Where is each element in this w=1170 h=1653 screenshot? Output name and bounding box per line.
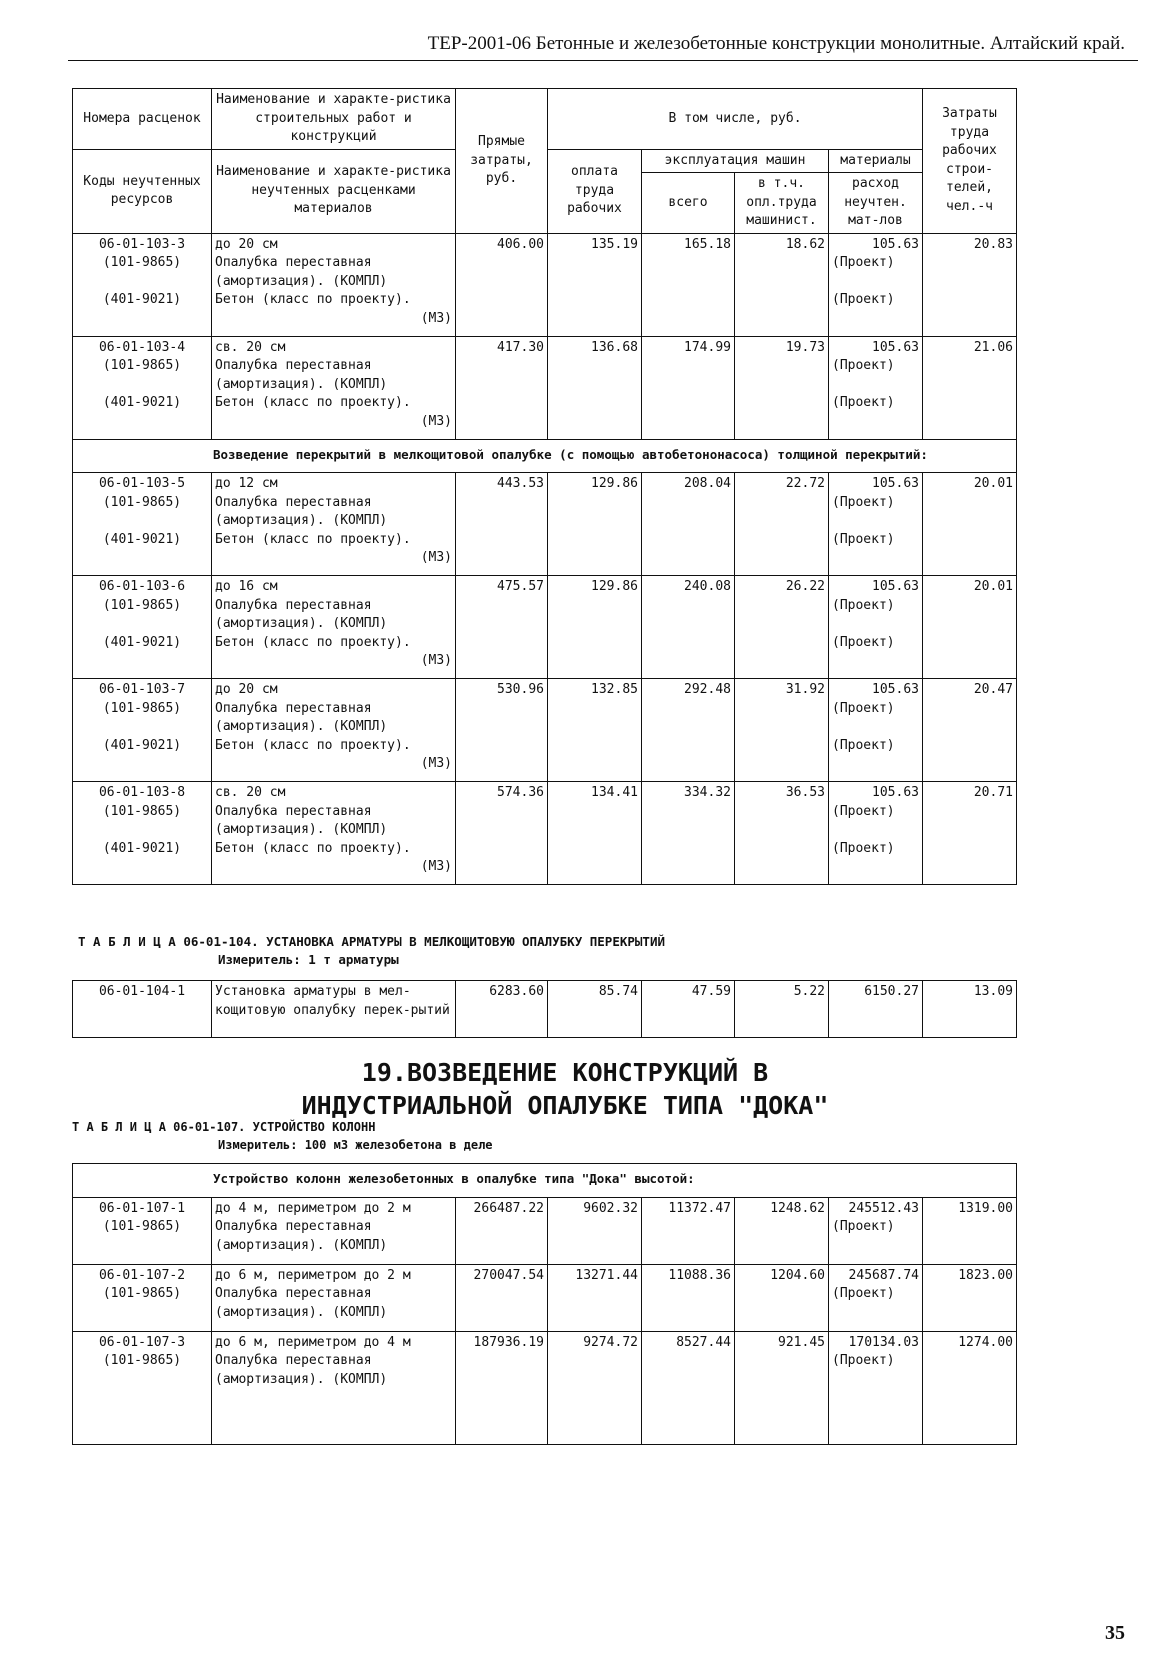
rate-name: до 6 м, периметром до 4 м	[215, 1334, 411, 1350]
table-row	[73, 981, 1017, 1038]
hdr-incl-group: В том числе, руб.	[548, 89, 923, 150]
rate-name: до 20 см	[215, 236, 278, 252]
labor-hours: 20.01	[923, 473, 1017, 576]
material-cost: 105.63	[872, 339, 919, 355]
rate-name: св. 20 см	[215, 785, 286, 800]
hdr-direct: Прямые затраты, руб.	[456, 89, 548, 234]
table-row	[73, 1264, 1017, 1331]
labor-hours: 20.01	[923, 576, 1017, 679]
cost-labor: 9274.72	[548, 1331, 642, 1444]
material-note: (Проект)	[832, 1353, 895, 1368]
material-cost: 6150.27	[829, 981, 923, 1038]
table-row	[73, 336, 1017, 439]
cost-mach: 334.32	[642, 782, 735, 885]
material-note: (Проект)	[832, 1286, 895, 1301]
rates-table-104	[72, 980, 1017, 1038]
cost-mach: 208.04	[642, 473, 735, 576]
hdr-name-bottom: Наименование и характе-ристика неучтенных расценками материалов	[212, 149, 456, 233]
rate-name-cell	[212, 679, 456, 782]
cost-mach-lab: 19.73	[735, 336, 829, 439]
material-cell	[829, 1331, 923, 1444]
labor-hours: 1823.00	[923, 1264, 1017, 1331]
table-row	[73, 1331, 1017, 1444]
resource-code: (101-9865)	[102, 494, 182, 510]
cost-labor: 129.86	[548, 576, 642, 679]
cost-direct: 266487.22	[456, 1197, 548, 1264]
rate-name-cell	[212, 336, 456, 439]
table-107-measure: Измеритель: 100 м3 железобетона в деле	[218, 1138, 493, 1152]
hdr-mach-labor: в т.ч. опл.труда машинист.	[735, 173, 829, 234]
table-row	[73, 576, 1017, 679]
material-note: (Проект)	[832, 737, 895, 753]
rate-code: 06-01-103-6	[98, 579, 186, 594]
machine-cost: 47.59	[642, 981, 735, 1038]
material-note: (Проект)	[832, 531, 895, 547]
rate-name: до 6 м, периметром до 2 м	[215, 1267, 411, 1283]
resource-code: (101-9865)	[102, 1353, 182, 1368]
machine-labor-cost: 5.22	[735, 981, 829, 1038]
material-unit: (М3)	[420, 310, 452, 326]
hdr-mach-total: всего	[642, 173, 735, 234]
material-name: Бетон (класс по проекту).	[215, 531, 411, 547]
table-104-measure: Измеритель: 1 т арматуры	[218, 952, 399, 967]
cost-labor: 136.68	[548, 336, 642, 439]
rate-name-cell	[212, 782, 456, 885]
cost-labor: 9602.32	[548, 1197, 642, 1264]
rate-code: 06-01-107-3	[98, 1334, 186, 1350]
rate-code-cell	[73, 782, 212, 885]
rate-name: до 20 см	[215, 682, 278, 697]
rate-code: 06-01-107-2	[98, 1267, 186, 1283]
resource-code: (101-9865)	[102, 358, 182, 373]
material-name: Бетон (класс по проекту).	[215, 737, 411, 753]
cost-labor: 129.86	[548, 473, 642, 576]
hdr-mat-group: материалы	[829, 149, 923, 173]
hdr-codes-bottom: Коды неучтенных ресурсов	[73, 149, 212, 233]
hdr-mat-usage: расход неучтен. мат-лов	[829, 173, 923, 234]
rate-name: до 4 м, периметром до 2 м	[215, 1200, 411, 1216]
rate-code: 06-01-103-3	[98, 236, 186, 252]
material-cost: 105.63	[872, 236, 919, 252]
rate-code: 06-01-107-1	[98, 1200, 186, 1216]
material-name: Опалубка переставная (амортизация). (КОМПЛ)	[215, 358, 388, 392]
rates-table-103	[72, 88, 1017, 885]
hdr-name-top: Наименование и характе-ристика строительных работ и конструкций	[212, 89, 456, 150]
table-row	[73, 473, 1017, 576]
resource-code: (401-9021)	[102, 634, 182, 650]
material-note: (Проект)	[832, 1219, 895, 1234]
cost-direct: 443.53	[456, 473, 548, 576]
resource-code: (101-9865)	[102, 255, 182, 270]
rate-code-cell	[73, 1197, 212, 1264]
material-note: (Проект)	[832, 292, 895, 307]
rate-name: до 12 см	[215, 476, 278, 491]
running-title: ТЕР-2001-06 Бетонные и железобетонные конструкции монолитные. Алтайский край.	[427, 33, 1125, 54]
table-row	[73, 1197, 1017, 1264]
material-name: Бетон (класс по проекту).	[215, 840, 411, 856]
material-name: Опалубка переставная (амортизация). (КОМПЛ)	[215, 255, 388, 289]
cost-direct: 417.30	[456, 336, 548, 439]
rate-name: до 16 см	[215, 579, 278, 594]
cost-labor: 132.85	[548, 679, 642, 782]
cost-labor: 13271.44	[548, 1264, 642, 1331]
rate-name-cell	[212, 576, 456, 679]
cost-mach: 11088.36	[642, 1264, 735, 1331]
cost-direct: 187936.19	[456, 1331, 548, 1444]
material-note: (Проект)	[832, 255, 895, 270]
rate-code-cell	[73, 576, 212, 679]
material-cost: 245512.43	[848, 1200, 919, 1216]
labor-hours: 20.47	[923, 679, 1017, 782]
material-cell	[829, 1264, 923, 1331]
resource-code: (101-9865)	[102, 803, 182, 819]
material-cell	[829, 679, 923, 782]
table-row	[73, 233, 1017, 336]
cost-mach: 240.08	[642, 576, 735, 679]
labor-hours: 21.06	[923, 336, 1017, 439]
hdr-mach-group: эксплуатация машин	[642, 149, 829, 173]
material-unit: (М3)	[420, 653, 452, 668]
rate-code: 06-01-103-4	[98, 339, 186, 355]
resource-code: (401-9021)	[102, 531, 182, 547]
rate-code-cell	[73, 233, 212, 336]
material-cost: 105.63	[872, 476, 919, 491]
rate-name-cell	[212, 1264, 456, 1331]
material-cost: 105.63	[872, 579, 919, 594]
material-unit: (М3)	[420, 859, 452, 874]
rate-name-cell	[212, 473, 456, 576]
rate-code-cell	[73, 473, 212, 576]
rate-code: 06-01-103-7	[98, 682, 186, 697]
cost-direct: 475.57	[456, 576, 548, 679]
direct-cost: 6283.60	[456, 981, 548, 1038]
rate-code-cell	[73, 1331, 212, 1444]
cost-direct: 574.36	[456, 782, 548, 885]
cost-mach-lab: 921.45	[735, 1331, 829, 1444]
material-name: Опалубка переставная (амортизация). (КОМПЛ)	[215, 1219, 388, 1253]
resource-code: (101-9865)	[102, 1286, 182, 1301]
material-note: (Проект)	[832, 494, 895, 510]
material-unit: (М3)	[420, 756, 452, 771]
cost-mach-lab: 26.22	[735, 576, 829, 679]
material-name: Опалубка переставная (амортизация). (КОМПЛ)	[215, 494, 388, 528]
resource-code: (101-9865)	[102, 1219, 182, 1234]
material-name: Опалубка переставная (амортизация). (КОМПЛ)	[215, 803, 388, 837]
resource-code: (401-9021)	[102, 395, 182, 410]
resource-code: (401-9021)	[102, 737, 182, 753]
rate-code-cell	[73, 1264, 212, 1331]
resource-code: (101-9865)	[102, 700, 182, 716]
cost-mach: 11372.47	[642, 1197, 735, 1264]
rate-name-cell	[212, 233, 456, 336]
material-name: Бетон (класс по проекту).	[215, 395, 411, 410]
material-unit: (М3)	[420, 550, 452, 565]
section-header-103b: Возведение перекрытий в мелкощитовой опалубке (с помощью автобетононасоса) толщиной перекрытий:	[73, 439, 1017, 473]
material-name: Бетон (класс по проекту).	[215, 634, 411, 650]
hdr-codes-top: Номера расценок	[73, 89, 212, 150]
resource-code: (401-9021)	[102, 840, 182, 856]
material-cell	[829, 782, 923, 885]
material-cell	[829, 1197, 923, 1264]
rate-name: св. 20 см	[215, 339, 286, 355]
resource-code: (401-9021)	[102, 292, 182, 307]
table-row	[73, 782, 1017, 885]
rates-table-107	[72, 1163, 1017, 1445]
rate-name: Установка арматуры в мел-кощитовую опалубку перек-рытий	[212, 981, 456, 1038]
material-note: (Проект)	[832, 840, 895, 856]
labor-hours: 13.09	[923, 981, 1017, 1038]
table-104-caption: Т А Б Л И Ц А 06-01-104. УСТАНОВКА АРМАТУРЫ В МЕЛКОЩИТОВУЮ ОПАЛУБКУ ПЕРЕКРЫТИЙ	[78, 934, 665, 949]
material-unit: (М3)	[420, 413, 452, 429]
page-number: 35	[1105, 1622, 1125, 1644]
labor-hours: 1274.00	[923, 1331, 1017, 1444]
cost-mach: 8527.44	[642, 1331, 735, 1444]
cost-mach-lab: 1204.60	[735, 1264, 829, 1331]
table-row	[73, 679, 1017, 782]
material-cell	[829, 576, 923, 679]
material-cost: 245687.74	[848, 1267, 919, 1283]
cost-mach-lab: 31.92	[735, 679, 829, 782]
material-note: (Проект)	[832, 700, 895, 716]
material-name: Опалубка переставная (амортизация). (КОМПЛ)	[215, 700, 388, 734]
section-header-107: Устройство колонн железобетонных в опалубке типа "Дока" высотой:	[73, 1164, 1017, 1198]
hdr-hours: Затраты труда рабочих строи-телей, чел.-ч	[923, 89, 1017, 234]
material-cost: 170134.03	[848, 1334, 919, 1350]
labor-hours: 20.71	[923, 782, 1017, 885]
cost-mach: 174.99	[642, 336, 735, 439]
cost-labor: 134.41	[548, 782, 642, 885]
header-rule	[68, 60, 1138, 61]
labor-cost: 85.74	[548, 981, 642, 1038]
material-name: Бетон (класс по проекту).	[215, 292, 411, 307]
material-note: (Проект)	[832, 803, 895, 819]
material-note: (Проект)	[832, 358, 895, 373]
material-name: Опалубка переставная (амортизация). (КОМПЛ)	[215, 1286, 388, 1320]
hdr-labor: оплата труда рабочих	[548, 149, 642, 233]
cost-mach-lab: 1248.62	[735, 1197, 829, 1264]
labor-hours: 1319.00	[923, 1197, 1017, 1264]
section-19-title-line1: 19.ВОЗВЕДЕНИЕ КОНСТРУКЦИЙ В	[361, 1058, 769, 1087]
material-cost: 105.63	[872, 785, 919, 800]
rate-code: 06-01-103-8	[98, 785, 186, 800]
rate-name-cell	[212, 1331, 456, 1444]
material-note: (Проект)	[832, 597, 895, 613]
material-cell	[829, 473, 923, 576]
cost-mach-lab: 22.72	[735, 473, 829, 576]
cost-direct: 530.96	[456, 679, 548, 782]
material-name: Опалубка переставная (амортизация). (КОМПЛ)	[215, 597, 388, 631]
material-note: (Проект)	[832, 395, 895, 410]
cost-mach: 165.18	[642, 233, 735, 336]
material-note: (Проект)	[832, 634, 895, 650]
table-107-caption: Т А Б Л И Ц А 06-01-107. УСТРОЙСТВО КОЛОНН	[72, 1120, 376, 1134]
rate-code: 06-01-103-5	[98, 476, 186, 491]
rate-name-cell	[212, 1197, 456, 1264]
labor-hours: 20.83	[923, 233, 1017, 336]
material-cost: 105.63	[872, 682, 919, 697]
cost-mach-lab: 18.62	[735, 233, 829, 336]
rate-code-cell	[73, 336, 212, 439]
cost-mach: 292.48	[642, 679, 735, 782]
section-19-title-line2: ИНДУСТРИАЛЬНОЙ ОПАЛУБКЕ ТИПА "ДОКА"	[301, 1091, 829, 1120]
material-cell	[829, 336, 923, 439]
cost-direct: 406.00	[456, 233, 548, 336]
material-cell	[829, 233, 923, 336]
rate-code-cell	[73, 679, 212, 782]
cost-mach-lab: 36.53	[735, 782, 829, 885]
resource-code: (101-9865)	[102, 597, 182, 613]
material-name: Опалубка переставная (амортизация). (КОМПЛ)	[215, 1353, 388, 1387]
rate-code: 06-01-104-1	[73, 981, 212, 1038]
cost-labor: 135.19	[548, 233, 642, 336]
cost-direct: 270047.54	[456, 1264, 548, 1331]
